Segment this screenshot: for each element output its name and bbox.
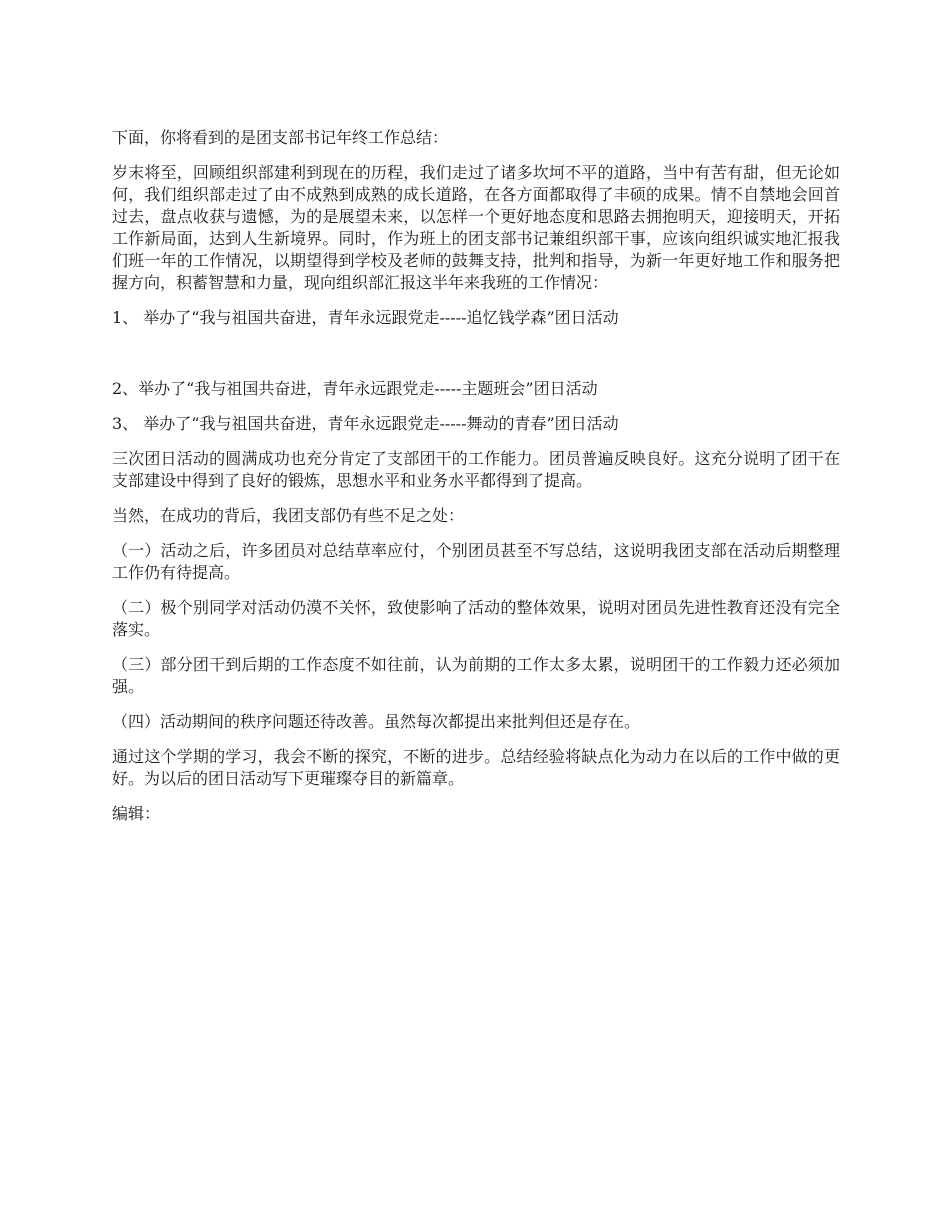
summary-paragraph: 三次团日活动的圆满成功也充分肯定了支部团干的工作能力。团员普遍反映良好。这充分说明了团干在支部建设中得到了良好的锻炼，思想水平和业务水平都得到了提高。 [112,449,840,490]
opening-paragraph: 岁末将至，回顾组织部建利到现在的历程，我们走过了诸多坎坷不平的道路，当中有苦有甜，但无论如何，我们组织部走过了由不成熟到成熟的成长道路，在各方面都取得了丰硕的成果。情不自禁地会回首过去，盘点收获与遗憾，为的是展望未来，以怎样一个更好地态度和思路去拥抱明天，迎接明天，开拓工作新局面，达到人生新境界。同时，作为班上的团支部书记兼组织部干事，应该向组织诚实地汇报我们班一年的工作情况，以期望得到学校及老师的鼓舞支持，批判和指导，为新一年更好地工作和服务把握方向，积蓄智慧和力量，现向组织部汇报这半年来我班的工作情况： [112,163,840,292]
shortcoming-item: （二）极个别同学对活动仍漠不关怀，致使影响了活动的整体效果，说明对团员先进性教育还没有完全落实。 [112,598,840,639]
activity-item: 3、 举办了“我与祖国共奋进，青年永远跟党走-----舞动的青春”团日活动 [112,414,619,433]
shortcoming-item: （一）活动之后，许多团员对总结草率应付，个别团员甚至不写总结，这说明我团支部在活动后期整理工作仍有待提高。 [112,541,840,582]
document-body [112,127,840,838]
activity-item: 2、举办了“我与祖国共奋进，青年永远跟党走-----主题班会”团日活动 [112,379,598,398]
activity-item: 1、 举办了“我与祖国共奋进，青年永远跟党走-----追忆钱学森”团日活动 [112,308,619,327]
shortcoming-item: （四）活动期间的秩序问题还待改善。虽然每次都提出来批判但还是存在。 [112,712,641,731]
conclusion-paragraph: 通过这个学期的学习，我会不断的探究，不断的进步。总结经验将缺点化为动力在以后的工作中做的更好。为以后的团日活动写下更璀璨夺目的新篇章。 [112,747,840,788]
intro-paragraph: 下面，你将看到的是团支部书记年终工作总结： [112,128,449,147]
shortcomings-intro: 当然，在成功的背后，我团支部仍有些不足之处： [112,506,465,525]
editor-label: 编辑： [112,804,161,823]
shortcoming-item: （三）部分团干到后期的工作态度不如往前，认为前期的工作太多太累，说明团干的工作毅力还必须加强。 [112,655,840,696]
